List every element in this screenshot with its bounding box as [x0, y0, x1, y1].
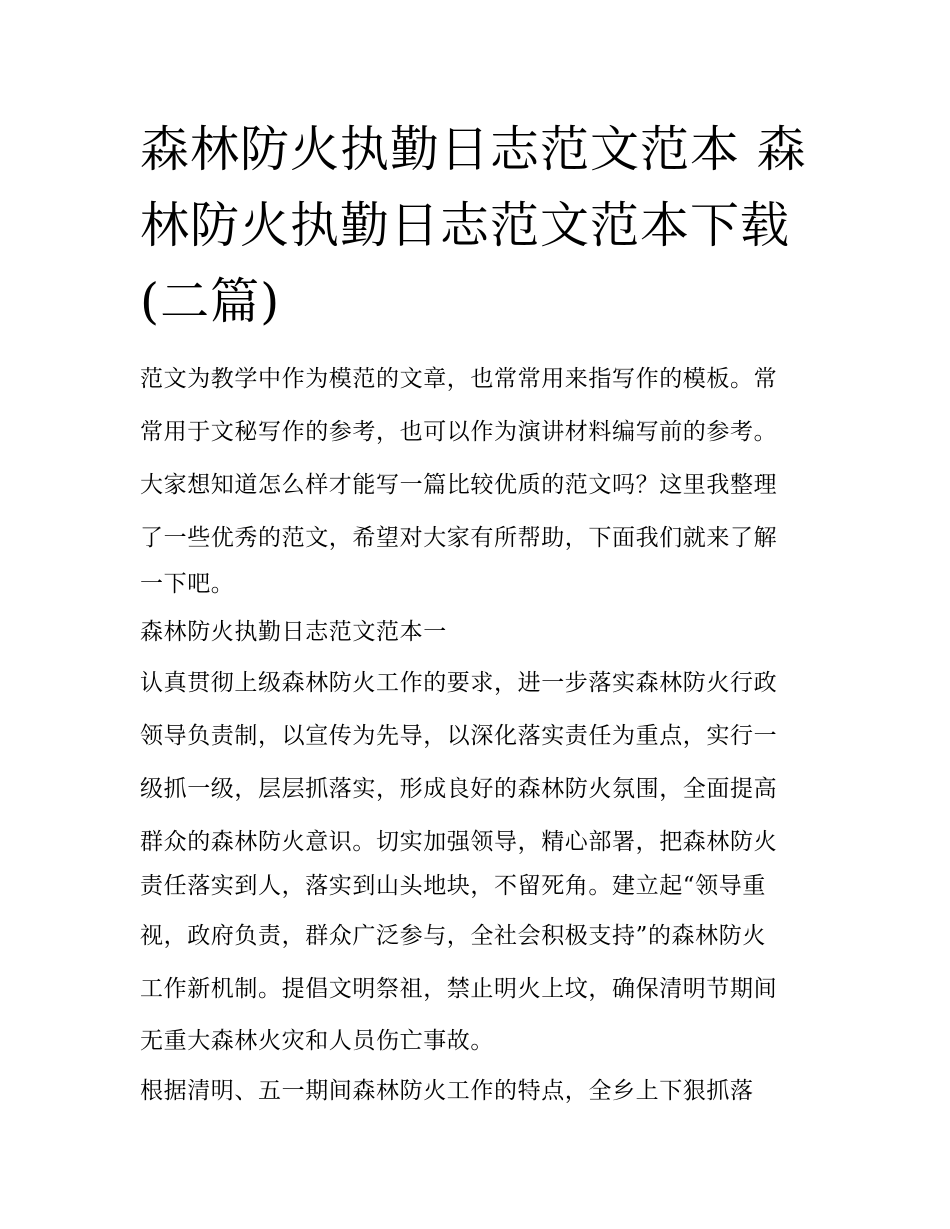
body-line-6: 视，政府负责，群众广泛参与，全社会积极支持”的森林防火 — [140, 923, 766, 949]
body-line-3: 级抓一级，层层抓落实，形成良好的森林防火氛围，全面提高 — [140, 776, 778, 802]
section-heading: 森林防火执勤日志范文范本一 — [140, 619, 447, 645]
body-line-8: 无重大森林火灾和人员伤亡事故。 — [140, 1028, 494, 1054]
document-title: 森林防火执勤日志范文范本 森林防火执勤日志范文范本下载(二篇) — [140, 121, 807, 330]
intro-line-4: 了一些优秀的范文，希望对大家有所帮助，下面我们就来了解 — [140, 525, 778, 551]
intro-line-2: 常用于文秘写作的参考，也可以作为演讲材料编写前的参考。 — [140, 419, 778, 445]
body-line-2: 领导负责制，以宣传为先导，以深化落实责任为重点，实行一 — [140, 723, 778, 749]
body-line-4: 群众的森林防火意识。切实加强领导，精心部署，把森林防火 — [140, 829, 778, 855]
body-line-7: 工作新机制。提倡文明祭祖，禁止明火上坟，确保清明节期间 — [140, 976, 778, 1002]
body-last-line: 根据清明、五一期间森林防火工作的特点，全乡上下狠抓落 — [140, 1078, 754, 1104]
body-line-5: 责任落实到人，落实到山头地块，不留死角。建立起“领导重 — [140, 873, 766, 899]
intro-line-5: 一下吧。 — [140, 571, 235, 597]
body-line-1: 认真贯彻上级森林防火工作的要求，进一步落实森林防火行政 — [140, 670, 778, 696]
intro-line-3: 大家想知道怎么样才能写一篇比较优质的范文吗？这里我整理 — [140, 472, 778, 498]
intro-line-1: 范文为教学中作为模范的文章，也常常用来指写作的模板。常 — [140, 366, 778, 392]
